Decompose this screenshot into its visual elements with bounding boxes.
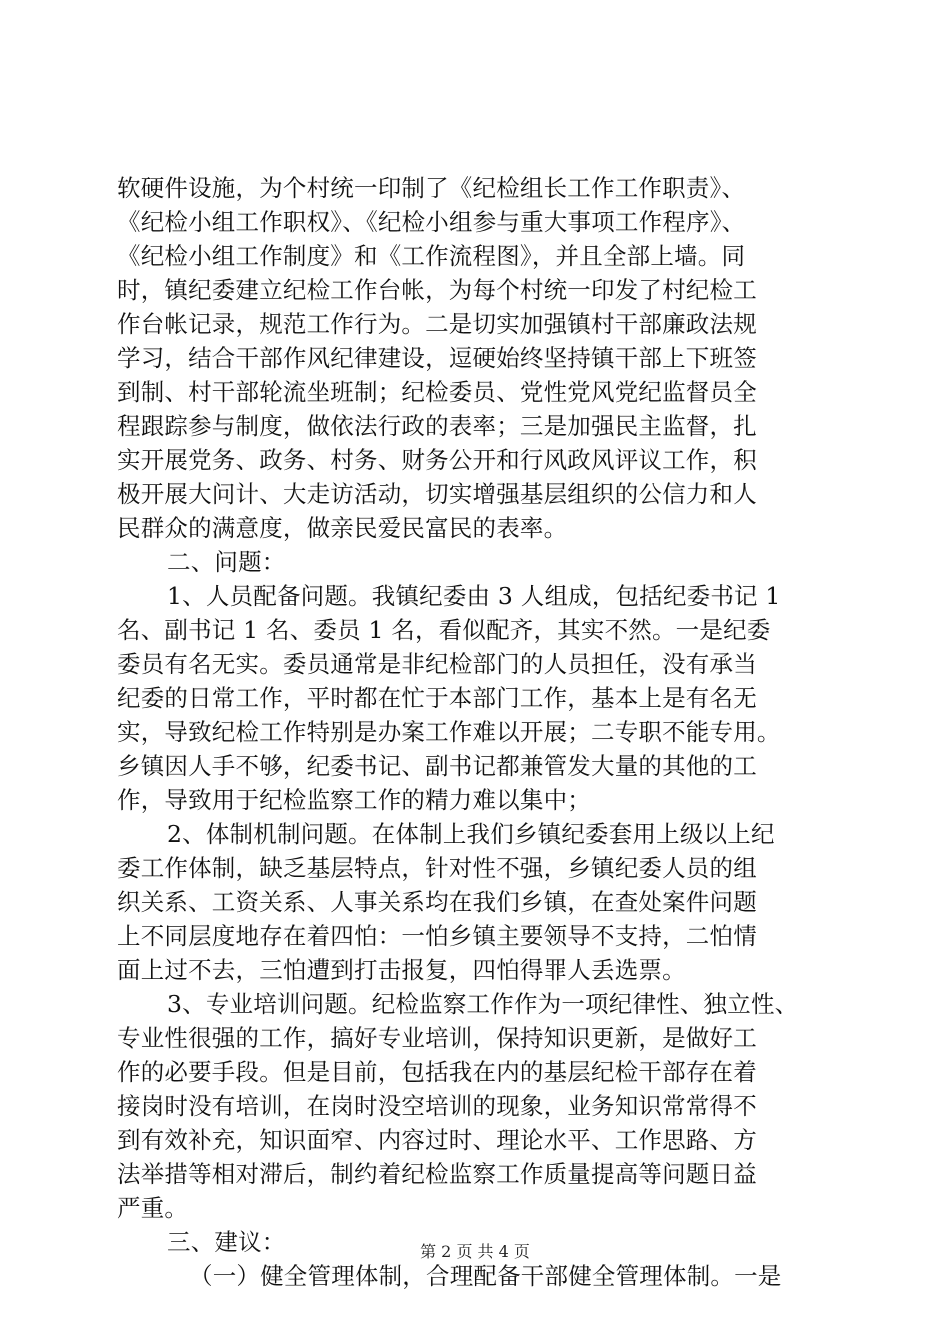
text-line: 民群众的满意度，做亲民爱民富民的表率。 xyxy=(117,514,568,542)
text-line: 实开展党务、政务、村务、财务公开和行风政风评议工作，积 xyxy=(117,446,757,474)
text-line: 上不同层度地存在着四怕：一怕乡镇主要领导不支持，二怕情 xyxy=(117,922,757,950)
paragraph-start-system: 2、体制机制问题。在体制上我们乡镇纪委套用上级以上纪 xyxy=(167,820,775,848)
text-line: 学习，结合干部作风纪律建设，逗硬始终坚持镇干部上下班签 xyxy=(117,344,757,372)
text-line: 实，导致纪检工作特别是办案工作难以开展；二专职不能专用。 xyxy=(117,718,781,746)
text-line: 作台帐记录，规范工作行为。二是切实加强镇村干部廉政法规 xyxy=(117,310,757,338)
document-body xyxy=(117,171,837,1293)
text-line: 时，镇纪委建立纪检工作台帐，为每个村统一印发了村纪检工 xyxy=(117,276,757,304)
text-line: 接岗时没有培训，在岗时没空培训的现象，业务知识常常得不 xyxy=(117,1092,757,1120)
text-line: 《纪检小组工作制度》和《工作流程图》，并且全部上墙。同 xyxy=(117,242,746,270)
text-line: 作，导致用于纪检监察工作的精力难以集中； xyxy=(117,786,591,814)
text-line: 面上过不去，三怕遭到打击报复，四怕得罪人丢选票。 xyxy=(117,956,686,984)
paragraph-start-management: （一）健全管理体制，合理配备干部健全管理体制。一是 xyxy=(189,1262,782,1290)
section-heading-problems: 二、问题： xyxy=(167,548,286,576)
text-line: 《纪检小组工作职权》、《纪检小组参与重大事项工作程序》、 xyxy=(117,208,746,236)
text-line: 纪委的日常工作，平时都在忙于本部门工作，基本上是有名无 xyxy=(117,684,757,712)
text-line: 法举措等相对滞后，制约着纪检监察工作质量提高等问题日益 xyxy=(117,1160,757,1188)
text-line: 专业性很强的工作，搞好专业培训，保持知识更新，是做好工 xyxy=(117,1024,757,1052)
text-line: 委工作体制，缺乏基层特点，针对性不强，乡镇纪委人员的组 xyxy=(117,854,757,882)
text-line: 极开展大问计、大走访活动，切实增强基层组织的公信力和人 xyxy=(117,480,757,508)
text-line: 名、副书记 1 名、委员 1 名，看似配齐，其实不然。一是纪委 xyxy=(117,616,771,644)
text-line: 到有效补充，知识面窄、内容过时、理论水平、工作思路、方 xyxy=(117,1126,757,1154)
text-line: 委员有名无实。委员通常是非纪检部门的人员担任，没有承当 xyxy=(117,650,757,678)
text-line: 乡镇因人手不够，纪委书记、副书记都兼管发大量的其他的工 xyxy=(117,752,757,780)
section-heading-suggestions: 三、建议： xyxy=(167,1228,286,1256)
text-line: 严重。 xyxy=(117,1194,189,1222)
paragraph-start-training: 3、专业培训问题。纪检监察工作作为一项纪律性、独立性、 xyxy=(167,990,799,1018)
page-number-footer: 第 2 页 共 4 页 xyxy=(420,1242,530,1261)
text-line: 程跟踪参与制度，做依法行政的表率；三是加强民主监督，扎 xyxy=(117,412,757,440)
text-line: 织关系、工资关系、人事关系均在我们乡镇，在查处案件问题 xyxy=(117,888,757,916)
text-line: 软硬件设施，为个村统一印制了《纪检组长工作工作职责》、 xyxy=(117,174,746,202)
paragraph-start-personnel: 1、人员配备问题。我镇纪委由 3 人组成，包括纪委书记 1 xyxy=(167,582,781,610)
text-line: 到制、村干部轮流坐班制；纪检委员、党性党风党纪监督员全 xyxy=(117,378,757,406)
text-line: 作的必要手段。但是目前，包括我在内的基层纪检干部存在着 xyxy=(117,1058,757,1086)
